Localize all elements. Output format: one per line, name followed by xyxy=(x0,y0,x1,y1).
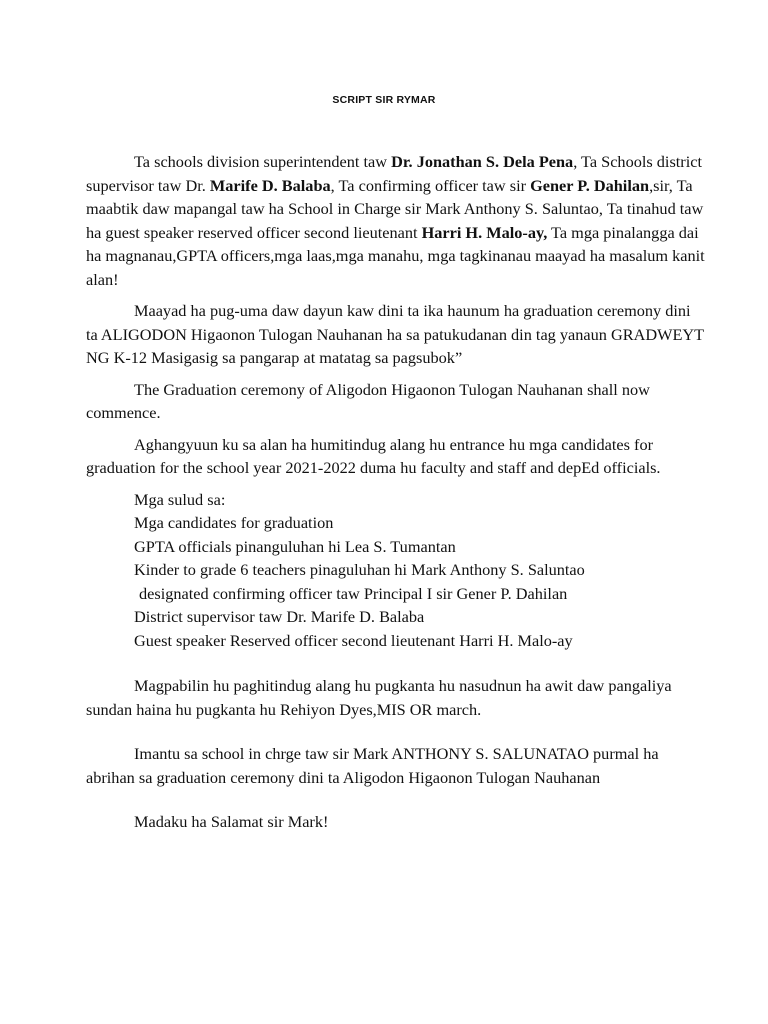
list-item: GPTA officials pinanguluhan hi Lea S. Tumantan xyxy=(134,536,456,556)
greeting-bold-superintendent: Dr. Jonathan S. Dela Pena xyxy=(391,152,574,171)
greeting-text-5: Ta mga pinalangga dai ha magnanau,GPTA officers,mga laas,mga manahu, mga tagkinanau maayad ha masalum kanit alan! xyxy=(86,222,705,289)
paragraph-opening: Imantu sa school in chrge taw sir Mark ANTHONY S. SALUNATAO purmal ha abrihan sa graduation ceremony dini ta Aligodon Higaonon Tulogan Nauhanan xyxy=(86,744,659,787)
greeting-bold-confirming-officer: Gener P. Dahilan xyxy=(530,175,650,195)
list-item: designated confirming officer taw Principal I sir Gener P. Dahilan xyxy=(139,583,568,603)
list-item: Kinder to grade 6 teachers pinaguluhan hi Mark Anthony S. Saluntao xyxy=(134,560,585,579)
paragraph-anthem: Magpabilin hu paghitindug alang hu pugkanta hu nasudnun ha awit daw pangaliya sundan haina hu pugkanta hu Rehiyon Dyes,MIS OR march. xyxy=(86,676,672,719)
paragraph-welcome: Maayad ha pug-uma daw dayun kaw dini ta ika haunum ha graduation ceremony dini ta ALIGODON Higaonon Tulogan Nauhanan ha sa patukudanan din tag yanaun GRADWEYT NG K-12 Masigasig sa pangarap at matatag sa pagsubok” xyxy=(86,301,704,367)
greeting-text-2: , Ta Schools district supervisor taw Dr. xyxy=(86,152,703,195)
greeting-text-1: Ta schools division superintendent taw xyxy=(134,152,392,171)
greeting-bold-supervisor: Marife D. Balaba xyxy=(209,175,331,195)
greeting-bold-guest-speaker: Harri H. Malo-ay, xyxy=(421,222,548,242)
entrance-list xyxy=(134,488,706,653)
list-item: District supervisor taw Dr. Marife D. Balaba xyxy=(134,607,425,626)
paragraph-greeting xyxy=(86,150,706,291)
greeting-text-3: , Ta confirming officer taw sir xyxy=(330,175,531,195)
paragraph-thanks: Madaku ha Salamat sir Mark! xyxy=(134,812,329,831)
document-title: SCRIPT SIR RYMAR xyxy=(332,94,436,106)
list-item: Guest speaker Reserved officer second lieutenant Harri H. Malo-ay xyxy=(134,630,573,650)
list-item: Mga candidates for graduation xyxy=(134,513,334,532)
paragraph-commence: The Graduation ceremony of Aligodon Higaonon Tulogan Nauhanan shall now commence. xyxy=(86,379,650,422)
greeting-text-4: ,sir, Ta maabtik daw mapangal taw ha School in Charge sir Mark Anthony S. Saluntao, Ta tinahud taw ha guest speaker reserved officer second lieutenant xyxy=(86,175,704,242)
document-body xyxy=(86,150,706,842)
paragraph-entrance: Aghangyuun ku sa alan ha humitindug alang hu entrance hu mga candidates for graduation for the school year 2021-2022 duma hu faculty and staff and depEd officials. xyxy=(86,434,661,477)
list-item: Mga sulud sa: xyxy=(134,489,226,509)
